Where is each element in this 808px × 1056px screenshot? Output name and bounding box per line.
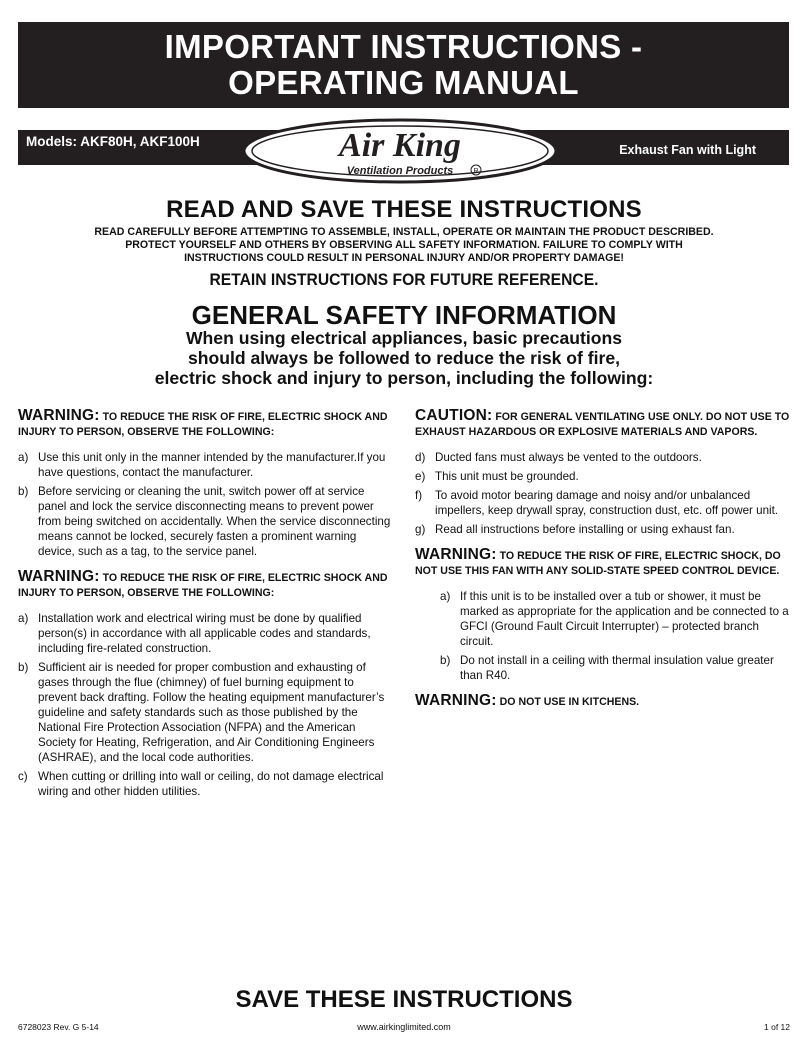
right-column: [415, 408, 790, 720]
general-safety-subtext: [100, 328, 708, 388]
warning-3-heading: [415, 547, 790, 579]
caution-label: CAUTION:: [415, 407, 493, 424]
list-item: [415, 469, 790, 484]
item-letter: b): [18, 661, 29, 674]
read-and-save-heading: READ AND SAVE THESE INSTRUCTIONS: [166, 196, 642, 223]
warning-2-list: [18, 611, 393, 799]
warning-2-label: WARNING:: [18, 568, 100, 585]
read-carefully-text: [22, 226, 786, 265]
item-letter: e): [415, 470, 426, 483]
read-line-3: INSTRUCTIONS COULD RESULT IN PERSONAL INJURY AND/OR PROPERTY DAMAGE!: [184, 252, 624, 264]
item-text: Do not install in a ceiling with thermal insulation value greater than R40.: [460, 654, 774, 682]
item-text: When cutting or drilling into wall or ceiling, do not damage electrical wiring and other hidden utilities.: [38, 770, 384, 798]
list-item: [415, 589, 790, 649]
retain-instructions: RETAIN INSTRUCTIONS FOR FUTURE REFERENCE.: [209, 270, 599, 289]
item-letter: f): [415, 489, 423, 502]
left-column: [18, 408, 393, 803]
warning-2-text: TO REDUCE THE RISK OF FIRE, ELECTRIC SHOCK AND INJURY TO PERSON, OBSERVE THE FOLLOWING:: [18, 572, 388, 599]
warning-1-text: TO REDUCE THE RISK OF FIRE, ELECTRIC SHOCK AND INJURY TO PERSON, OBSERVE THE FOLLOWING:: [18, 411, 388, 438]
item-text: Before servicing or cleaning the unit, switch power off at service panel and lock the service disconnecting means to prevent power from being switched on accidentally. When the service disconnecting means cannot be locked, securely fasten a prominent warning device, such as a tag, to the service panel.: [38, 485, 391, 558]
caution-text: FOR GENERAL VENTILATING USE ONLY. DO NOT USE TO EXHAUST HAZARDOUS OR EXPLOSIVE MATERIALS AND VAPORS.: [415, 411, 790, 438]
warning-4-label: WARNING:: [415, 692, 497, 709]
list-item: [18, 660, 393, 765]
models-label: Models: AKF80H, AKF100H: [26, 134, 200, 149]
document-number: 6728023 Rev. G 5-14: [18, 1022, 99, 1032]
general-line-1: When using electrical appliances, basic precautions: [185, 328, 623, 348]
item-text: Installation work and electrical wiring must be done by qualified person(s) in accordance with all applicable codes and standards, including fire-related construction.: [38, 612, 371, 655]
warning-1-label: WARNING:: [18, 407, 100, 424]
item-text: If this unit is to be installed over a tub or shower, it must be marked as appropriate for the application and be connected to a GFCI (Ground Fault Circuit Interrupter) – protected branch circuit.: [460, 590, 789, 648]
list-item: [18, 450, 393, 480]
caution-list: [415, 450, 790, 537]
item-letter: a): [18, 612, 29, 625]
warning-3-label: WARNING:: [415, 546, 497, 563]
general-line-2: should always be followed to reduce the risk of fire,: [187, 348, 621, 368]
read-line-2: PROTECT YOURSELF AND OTHERS BY OBSERVING ALL SAFETY INFORMATION. FAILURE TO COMPLY WITH: [125, 239, 683, 251]
list-item: [415, 522, 790, 537]
item-text: Read all instructions before installing or using exhaust fan.: [435, 523, 735, 536]
item-letter: b): [18, 485, 29, 498]
read-line-1: READ CAREFULLY BEFORE ATTEMPTING TO ASSEMBLE, INSTALL, OPERATE OR MAINTAIN THE PRODUCT DESCRIBED.: [94, 226, 714, 238]
item-text: To avoid motor bearing damage and noisy and/or unbalanced impellers, keep drywall spray, construction dust, etc. off power unit.: [435, 489, 779, 517]
item-letter: b): [440, 654, 451, 667]
warning-3-list: [415, 589, 790, 683]
item-text: Ducted fans must always be vented to the outdoors.: [435, 451, 702, 464]
warning-1-list: [18, 450, 393, 559]
item-text: Use this unit only in the manner intended by the manufacturer.If you have questions, contact the manufacturer.: [38, 451, 386, 479]
warning-4-heading: [415, 693, 790, 710]
list-item: [415, 488, 790, 518]
item-letter: a): [440, 590, 451, 603]
item-letter: d): [415, 451, 426, 464]
item-letter: c): [18, 770, 28, 783]
logo-sub-text: Ventilation Products: [346, 165, 454, 177]
title-banner: [18, 22, 789, 108]
item-letter: g): [415, 523, 426, 536]
caution-heading: [415, 408, 790, 440]
save-instructions-footer: SAVE THESE INSTRUCTIONS: [235, 986, 573, 1013]
registered-mark: R: [473, 168, 479, 175]
list-item: [18, 611, 393, 656]
air-king-logo: [240, 116, 560, 186]
warning-4-text: DO NOT USE IN KITCHENS.: [496, 696, 640, 708]
warning-2-heading: [18, 569, 393, 601]
warning-1-heading: [18, 408, 393, 440]
website-url: www.airkinglimited.com: [357, 1022, 451, 1032]
warning-3-text: TO REDUCE THE RISK OF FIRE, ELECTRIC SHOCK, DO NOT USE THIS FAN WITH ANY SOLID-STATE SPEED CONTROL DEVICE.: [415, 550, 781, 577]
list-item: [415, 450, 790, 465]
title-line-2: OPERATING MANUAL: [228, 64, 579, 101]
logo-main-text: Air King: [339, 127, 461, 164]
list-item: [18, 484, 393, 559]
list-item: [18, 769, 393, 799]
title-line-1: IMPORTANT INSTRUCTIONS -: [164, 28, 643, 65]
list-item: [415, 653, 790, 683]
item-text: This unit must be grounded.: [435, 470, 579, 483]
item-text: Sufficient air is needed for proper combustion and exhausting of gases through the flue (chimney) of fuel burning equipment to prevent back drafting. Follow the heating equipment manufacturer’s guideline and safety standards such as those published by the National Fire Protection Association (NFPA) and the American Society for Heating, Refrigeration, and Air Conditioning Engineers (ASHRAE), and the local code authorities.: [38, 661, 385, 764]
product-type: Exhaust Fan with Light: [619, 143, 756, 157]
item-letter: a): [18, 451, 29, 464]
page-number: 1 of 12: [764, 1022, 790, 1032]
general-safety-heading: GENERAL SAFETY INFORMATION: [191, 300, 617, 330]
general-line-3: electric shock and injury to person, including the following:: [154, 368, 654, 388]
